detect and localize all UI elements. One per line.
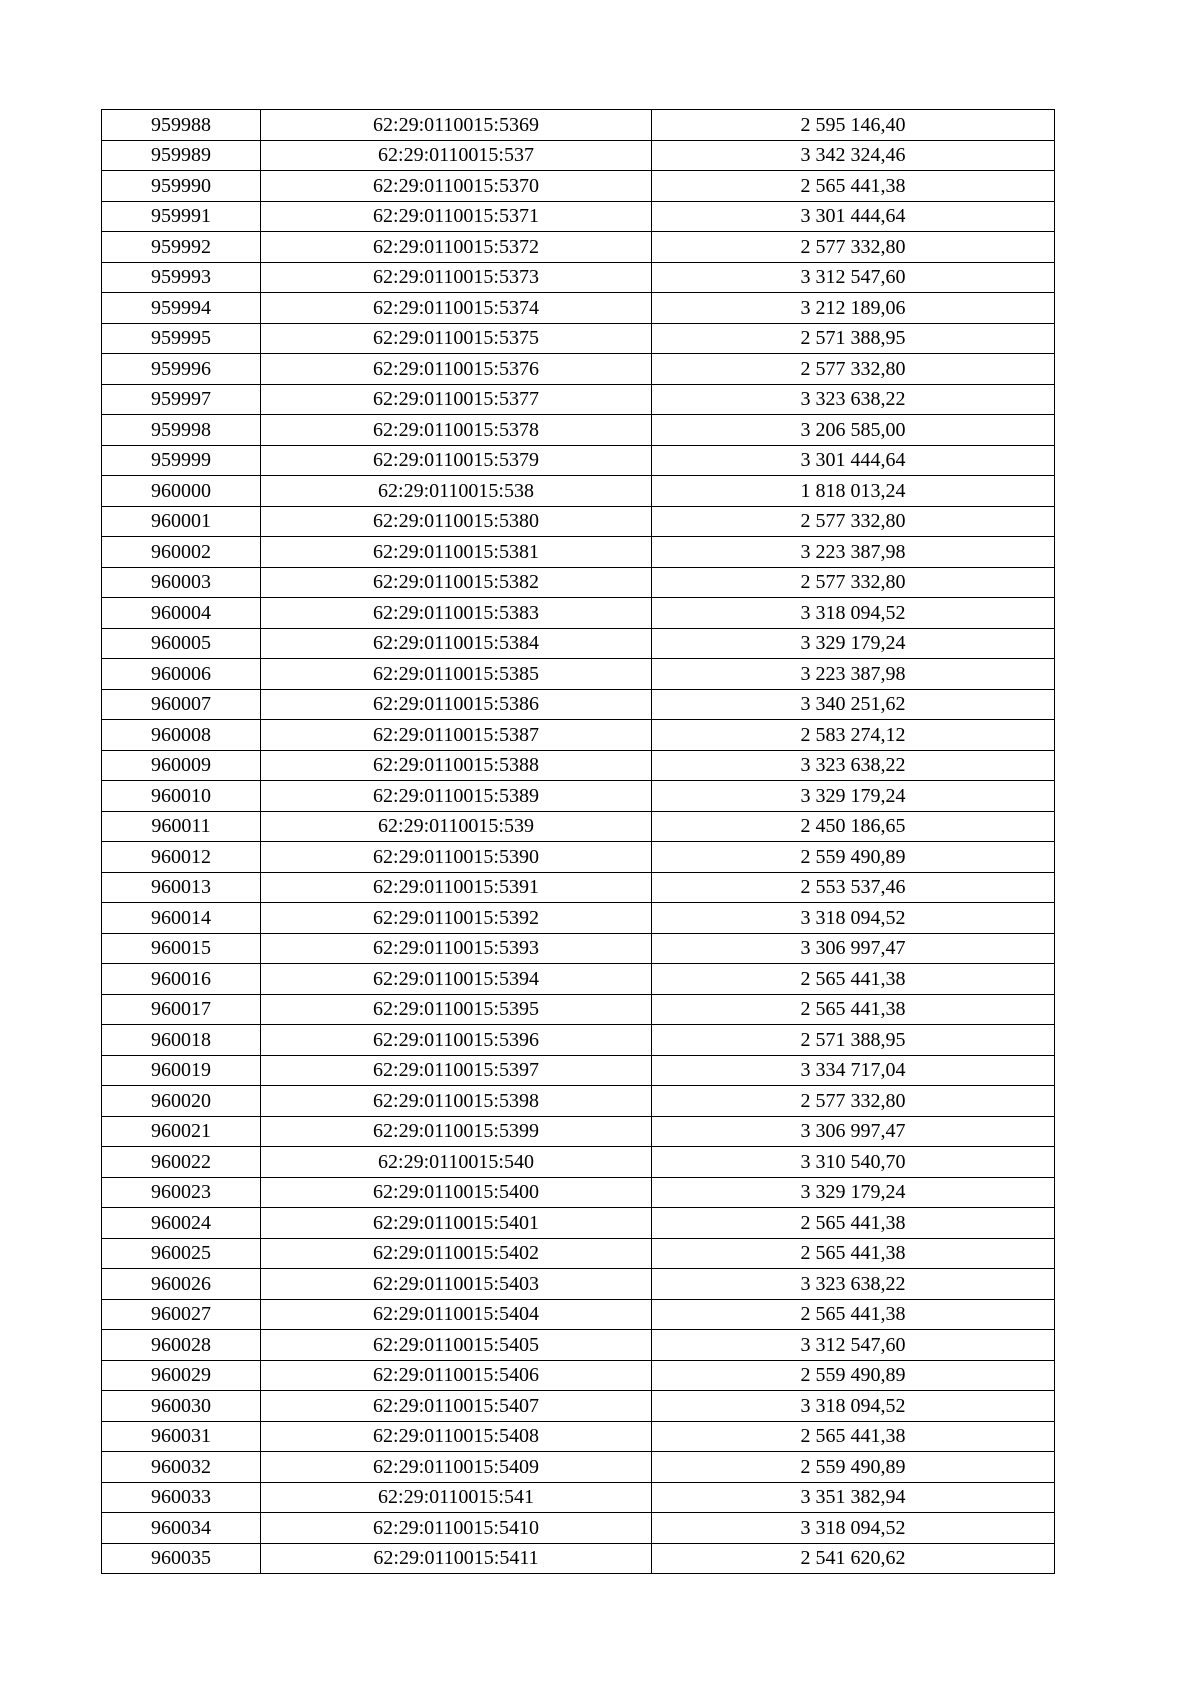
table-row [102, 1025, 1055, 1056]
cadastral-number-cell: 62:29:0110015:5386 [261, 689, 652, 720]
row-number-cell: 960012 [102, 842, 261, 873]
cadastral-number-cell: 62:29:0110015:5389 [261, 781, 652, 812]
row-number-cell: 960014 [102, 903, 261, 934]
value-cell: 2 577 332,80 [652, 506, 1055, 537]
table-row [102, 1513, 1055, 1544]
row-number-cell: 960020 [102, 1086, 261, 1117]
row-number-cell: 960030 [102, 1391, 261, 1422]
table-row [102, 628, 1055, 659]
cadastral-number-cell: 62:29:0110015:5398 [261, 1086, 652, 1117]
row-number-cell: 960021 [102, 1116, 261, 1147]
table-row [102, 842, 1055, 873]
table-row [102, 781, 1055, 812]
cadastral-number-cell: 62:29:0110015:5377 [261, 384, 652, 415]
table-row [102, 964, 1055, 995]
table-row [102, 537, 1055, 568]
row-number-cell: 960009 [102, 750, 261, 781]
table-row [102, 1269, 1055, 1300]
cadastral-number-cell: 62:29:0110015:5388 [261, 750, 652, 781]
table-row [102, 1086, 1055, 1117]
value-cell: 2 565 441,38 [652, 1238, 1055, 1269]
value-cell: 3 329 179,24 [652, 781, 1055, 812]
row-number-cell: 960010 [102, 781, 261, 812]
cadastral-number-cell: 62:29:0110015:541 [261, 1482, 652, 1513]
value-cell: 2 577 332,80 [652, 354, 1055, 385]
value-cell: 2 565 441,38 [652, 171, 1055, 202]
cadastral-number-cell: 62:29:0110015:5378 [261, 415, 652, 446]
row-number-cell: 960017 [102, 994, 261, 1025]
value-cell: 3 334 717,04 [652, 1055, 1055, 1086]
cadastral-number-cell: 62:29:0110015:5384 [261, 628, 652, 659]
cadastral-number-cell: 62:29:0110015:5395 [261, 994, 652, 1025]
row-number-cell: 960016 [102, 964, 261, 995]
table-row [102, 445, 1055, 476]
data-table [101, 109, 1055, 1574]
cadastral-number-cell: 62:29:0110015:5401 [261, 1208, 652, 1239]
value-cell: 2 450 186,65 [652, 811, 1055, 842]
row-number-cell: 960015 [102, 933, 261, 964]
cadastral-number-cell: 62:29:0110015:5397 [261, 1055, 652, 1086]
cadastral-number-cell: 62:29:0110015:5379 [261, 445, 652, 476]
row-number-cell: 960013 [102, 872, 261, 903]
table-row [102, 1360, 1055, 1391]
value-cell: 3 301 444,64 [652, 201, 1055, 232]
table-row [102, 1299, 1055, 1330]
row-number-cell: 959989 [102, 140, 261, 171]
row-number-cell: 960033 [102, 1482, 261, 1513]
cadastral-number-cell: 62:29:0110015:5369 [261, 110, 652, 141]
table-row [102, 171, 1055, 202]
value-cell: 3 206 585,00 [652, 415, 1055, 446]
row-number-cell: 960000 [102, 476, 261, 507]
cadastral-number-cell: 62:29:0110015:5385 [261, 659, 652, 690]
table-body [102, 110, 1055, 1574]
value-cell: 2 571 388,95 [652, 323, 1055, 354]
cadastral-number-cell: 62:29:0110015:5371 [261, 201, 652, 232]
value-cell: 2 541 620,62 [652, 1543, 1055, 1574]
value-cell: 3 318 094,52 [652, 1513, 1055, 1544]
value-cell: 2 577 332,80 [652, 232, 1055, 263]
row-number-cell: 959994 [102, 293, 261, 324]
row-number-cell: 960023 [102, 1177, 261, 1208]
row-number-cell: 959991 [102, 201, 261, 232]
table-row [102, 1421, 1055, 1452]
value-cell: 3 329 179,24 [652, 1177, 1055, 1208]
table-row [102, 659, 1055, 690]
value-cell: 3 351 382,94 [652, 1482, 1055, 1513]
cadastral-number-cell: 62:29:0110015:5403 [261, 1269, 652, 1300]
cadastral-number-cell: 62:29:0110015:5381 [261, 537, 652, 568]
cadastral-number-cell: 62:29:0110015:5374 [261, 293, 652, 324]
cadastral-number-cell: 62:29:0110015:5372 [261, 232, 652, 263]
value-cell: 3 312 547,60 [652, 262, 1055, 293]
table-row [102, 1147, 1055, 1178]
cadastral-number-cell: 62:29:0110015:5391 [261, 872, 652, 903]
value-cell: 2 559 490,89 [652, 1452, 1055, 1483]
row-number-cell: 959999 [102, 445, 261, 476]
row-number-cell: 960004 [102, 598, 261, 629]
table-row [102, 1055, 1055, 1086]
table-row [102, 323, 1055, 354]
table-row [102, 354, 1055, 385]
value-cell: 3 342 324,46 [652, 140, 1055, 171]
row-number-cell: 960002 [102, 537, 261, 568]
table-row [102, 1208, 1055, 1239]
value-cell: 3 318 094,52 [652, 598, 1055, 629]
cadastral-number-cell: 62:29:0110015:5405 [261, 1330, 652, 1361]
row-number-cell: 959990 [102, 171, 261, 202]
row-number-cell: 959997 [102, 384, 261, 415]
cadastral-number-cell: 62:29:0110015:5393 [261, 933, 652, 964]
row-number-cell: 960034 [102, 1513, 261, 1544]
value-cell: 2 553 537,46 [652, 872, 1055, 903]
value-cell: 3 306 997,47 [652, 1116, 1055, 1147]
cadastral-number-cell: 62:29:0110015:5406 [261, 1360, 652, 1391]
row-number-cell: 959998 [102, 415, 261, 446]
value-cell: 3 310 540,70 [652, 1147, 1055, 1178]
value-cell: 3 223 387,98 [652, 537, 1055, 568]
cadastral-number-cell: 62:29:0110015:5390 [261, 842, 652, 873]
table-row [102, 1452, 1055, 1483]
value-cell: 3 212 189,06 [652, 293, 1055, 324]
value-cell: 3 318 094,52 [652, 1391, 1055, 1422]
cadastral-number-cell: 62:29:0110015:5373 [261, 262, 652, 293]
row-number-cell: 960022 [102, 1147, 261, 1178]
cadastral-number-cell: 62:29:0110015:5392 [261, 903, 652, 934]
table-row [102, 1238, 1055, 1269]
table-row [102, 1543, 1055, 1574]
table-row [102, 1177, 1055, 1208]
row-number-cell: 960032 [102, 1452, 261, 1483]
cadastral-number-cell: 62:29:0110015:540 [261, 1147, 652, 1178]
row-number-cell: 960029 [102, 1360, 261, 1391]
table-row [102, 140, 1055, 171]
value-cell: 3 301 444,64 [652, 445, 1055, 476]
table-row [102, 933, 1055, 964]
row-number-cell: 960003 [102, 567, 261, 598]
cadastral-number-cell: 62:29:0110015:5411 [261, 1543, 652, 1574]
cadastral-number-cell: 62:29:0110015:5394 [261, 964, 652, 995]
table-row [102, 1330, 1055, 1361]
row-number-cell: 960011 [102, 811, 261, 842]
cadastral-number-cell: 62:29:0110015:5396 [261, 1025, 652, 1056]
value-cell: 2 559 490,89 [652, 842, 1055, 873]
cadastral-number-cell: 62:29:0110015:5408 [261, 1421, 652, 1452]
value-cell: 3 340 251,62 [652, 689, 1055, 720]
table-row [102, 1116, 1055, 1147]
table-row [102, 598, 1055, 629]
table-row [102, 476, 1055, 507]
table-row [102, 903, 1055, 934]
row-number-cell: 960006 [102, 659, 261, 690]
cadastral-number-cell: 62:29:0110015:5375 [261, 323, 652, 354]
row-number-cell: 960005 [102, 628, 261, 659]
row-number-cell: 959992 [102, 232, 261, 263]
row-number-cell: 960007 [102, 689, 261, 720]
table-row [102, 1391, 1055, 1422]
cadastral-number-cell: 62:29:0110015:5407 [261, 1391, 652, 1422]
row-number-cell: 960028 [102, 1330, 261, 1361]
value-cell: 3 223 387,98 [652, 659, 1055, 690]
row-number-cell: 959996 [102, 354, 261, 385]
table-row [102, 720, 1055, 751]
row-number-cell: 960024 [102, 1208, 261, 1239]
cadastral-number-cell: 62:29:0110015:537 [261, 140, 652, 171]
cadastral-number-cell: 62:29:0110015:5410 [261, 1513, 652, 1544]
row-number-cell: 960027 [102, 1299, 261, 1330]
value-cell: 3 312 547,60 [652, 1330, 1055, 1361]
value-cell: 3 323 638,22 [652, 1269, 1055, 1300]
cadastral-number-cell: 62:29:0110015:539 [261, 811, 652, 842]
cadastral-number-cell: 62:29:0110015:538 [261, 476, 652, 507]
value-cell: 3 323 638,22 [652, 384, 1055, 415]
value-cell: 3 306 997,47 [652, 933, 1055, 964]
row-number-cell: 960019 [102, 1055, 261, 1086]
table-row [102, 811, 1055, 842]
value-cell: 2 565 441,38 [652, 964, 1055, 995]
table-row [102, 293, 1055, 324]
value-cell: 2 583 274,12 [652, 720, 1055, 751]
value-cell: 2 595 146,40 [652, 110, 1055, 141]
row-number-cell: 960035 [102, 1543, 261, 1574]
table-row [102, 1482, 1055, 1513]
row-number-cell: 960001 [102, 506, 261, 537]
table-row [102, 506, 1055, 537]
value-cell: 2 565 441,38 [652, 1421, 1055, 1452]
cadastral-number-cell: 62:29:0110015:5370 [261, 171, 652, 202]
table-row [102, 567, 1055, 598]
cadastral-number-cell: 62:29:0110015:5400 [261, 1177, 652, 1208]
value-cell: 3 329 179,24 [652, 628, 1055, 659]
value-cell: 2 565 441,38 [652, 994, 1055, 1025]
table-row [102, 232, 1055, 263]
row-number-cell: 959995 [102, 323, 261, 354]
value-cell: 3 318 094,52 [652, 903, 1055, 934]
value-cell: 3 323 638,22 [652, 750, 1055, 781]
table-row [102, 201, 1055, 232]
table-row [102, 384, 1055, 415]
row-number-cell: 960018 [102, 1025, 261, 1056]
row-number-cell: 960031 [102, 1421, 261, 1452]
cadastral-number-cell: 62:29:0110015:5376 [261, 354, 652, 385]
value-cell: 2 559 490,89 [652, 1360, 1055, 1391]
cadastral-number-cell: 62:29:0110015:5399 [261, 1116, 652, 1147]
row-number-cell: 960008 [102, 720, 261, 751]
value-cell: 2 577 332,80 [652, 567, 1055, 598]
cadastral-number-cell: 62:29:0110015:5409 [261, 1452, 652, 1483]
cadastral-number-cell: 62:29:0110015:5387 [261, 720, 652, 751]
value-cell: 1 818 013,24 [652, 476, 1055, 507]
table-row [102, 994, 1055, 1025]
value-cell: 2 577 332,80 [652, 1086, 1055, 1117]
table-row [102, 689, 1055, 720]
value-cell: 2 565 441,38 [652, 1208, 1055, 1239]
cadastral-number-cell: 62:29:0110015:5383 [261, 598, 652, 629]
row-number-cell: 960025 [102, 1238, 261, 1269]
value-cell: 2 571 388,95 [652, 1025, 1055, 1056]
table-row [102, 415, 1055, 446]
row-number-cell: 959993 [102, 262, 261, 293]
cadastral-number-cell: 62:29:0110015:5404 [261, 1299, 652, 1330]
table-row [102, 750, 1055, 781]
cadastral-number-cell: 62:29:0110015:5402 [261, 1238, 652, 1269]
row-number-cell: 959988 [102, 110, 261, 141]
value-cell: 2 565 441,38 [652, 1299, 1055, 1330]
table-row [102, 872, 1055, 903]
table-row [102, 110, 1055, 141]
table-row [102, 262, 1055, 293]
row-number-cell: 960026 [102, 1269, 261, 1300]
cadastral-number-cell: 62:29:0110015:5380 [261, 506, 652, 537]
cadastral-number-cell: 62:29:0110015:5382 [261, 567, 652, 598]
